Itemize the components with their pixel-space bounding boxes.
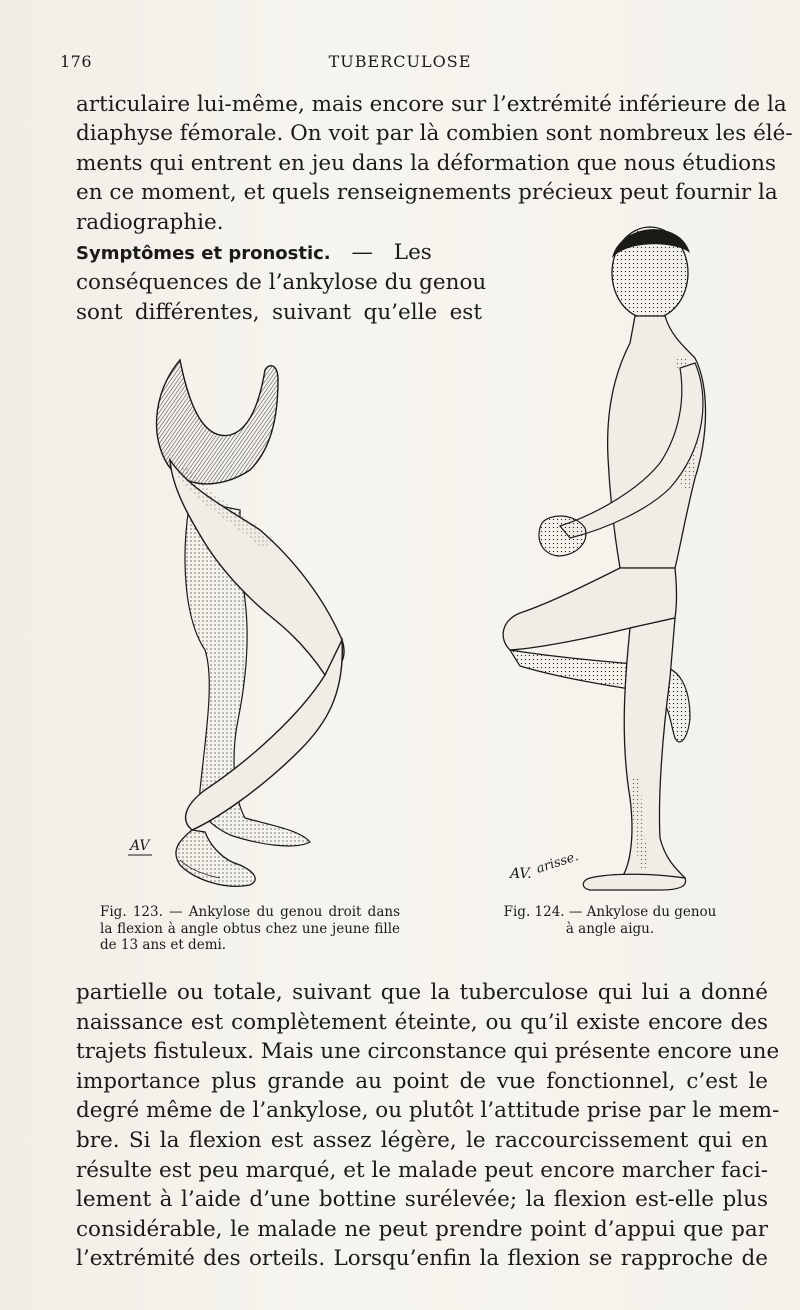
figure-124-signature: AV.	[510, 866, 532, 882]
figure-123-illustration	[110, 320, 410, 900]
running-header	[0, 52, 800, 78]
text-line: lement à l’aide d’une bottine surélevée; la flexion est-elle plus	[76, 1187, 768, 1213]
figure-123-signature: AV	[130, 838, 150, 854]
text-line: trajets fistuleux. Mais une circonstance qui présente encore une	[76, 1039, 780, 1065]
text-line: importance plus grande au point de vue fonctionnel, c’est le	[76, 1068, 768, 1094]
caption-line: à angle aigu.	[565, 920, 655, 937]
text-line: considérable, le malade ne peut prendre point d’appui que par	[76, 1216, 768, 1242]
text-fragment: — Les	[330, 240, 432, 265]
figure-124-illustration	[480, 218, 730, 908]
text-line: naissance est complètement éteinte, ou qu’il existe encore des	[76, 1009, 768, 1035]
paragraph-symptomes	[76, 238, 487, 327]
text-line: en ce moment, et quels renseignements précieux peut fournir la	[76, 180, 778, 206]
caption-line: Fig. 124. — Ankylose du genou	[503, 904, 717, 920]
text-line: ments qui entrent en jeu dans la déformation que nous étudions	[76, 150, 776, 176]
section-heading: Symptômes et pronostic.	[76, 243, 331, 264]
page-number: 176	[60, 52, 93, 71]
figure-124-signature-script: arisse.	[534, 849, 581, 877]
text-line: radiographie.	[76, 209, 224, 235]
text-line: résulte est peu marqué, et le malade peut encore marcher faci-	[76, 1157, 768, 1183]
figure-123-caption: Fig. 123. — Ankylose du genou droit dans la flexion à angle obtus chez une jeune fille de 13 ans et demi.	[100, 904, 400, 953]
paragraph-top	[76, 90, 793, 237]
text-line: l’extrémité des orteils. Lorsqu’enfin la flexion se rapproche de	[76, 1246, 768, 1272]
figure-124-caption	[490, 904, 730, 937]
paragraph-bottom	[76, 978, 780, 1274]
running-title: TUBERCULOSE	[328, 52, 472, 71]
text-line: sont différentes, suivant qu’elle est	[76, 299, 482, 325]
text-line	[76, 238, 482, 268]
text-line: articulaire lui-même, mais encore sur l’extrémité inférieure de la	[76, 92, 787, 117]
text-line: conséquences de l’ankylose du genou	[76, 270, 487, 296]
text-line: bre. Si la flexion est assez légère, le raccourcissement qui en	[76, 1127, 768, 1153]
text-line: diaphyse fémorale. On voit par là combien sont nombreux les élé-	[76, 121, 793, 147]
text-line: partielle ou totale, suivant que la tuberculose qui lui a donné	[76, 980, 768, 1005]
text-line: degré même de l’ankylose, ou plutôt l’attitude prise par le mem-	[76, 1098, 780, 1124]
